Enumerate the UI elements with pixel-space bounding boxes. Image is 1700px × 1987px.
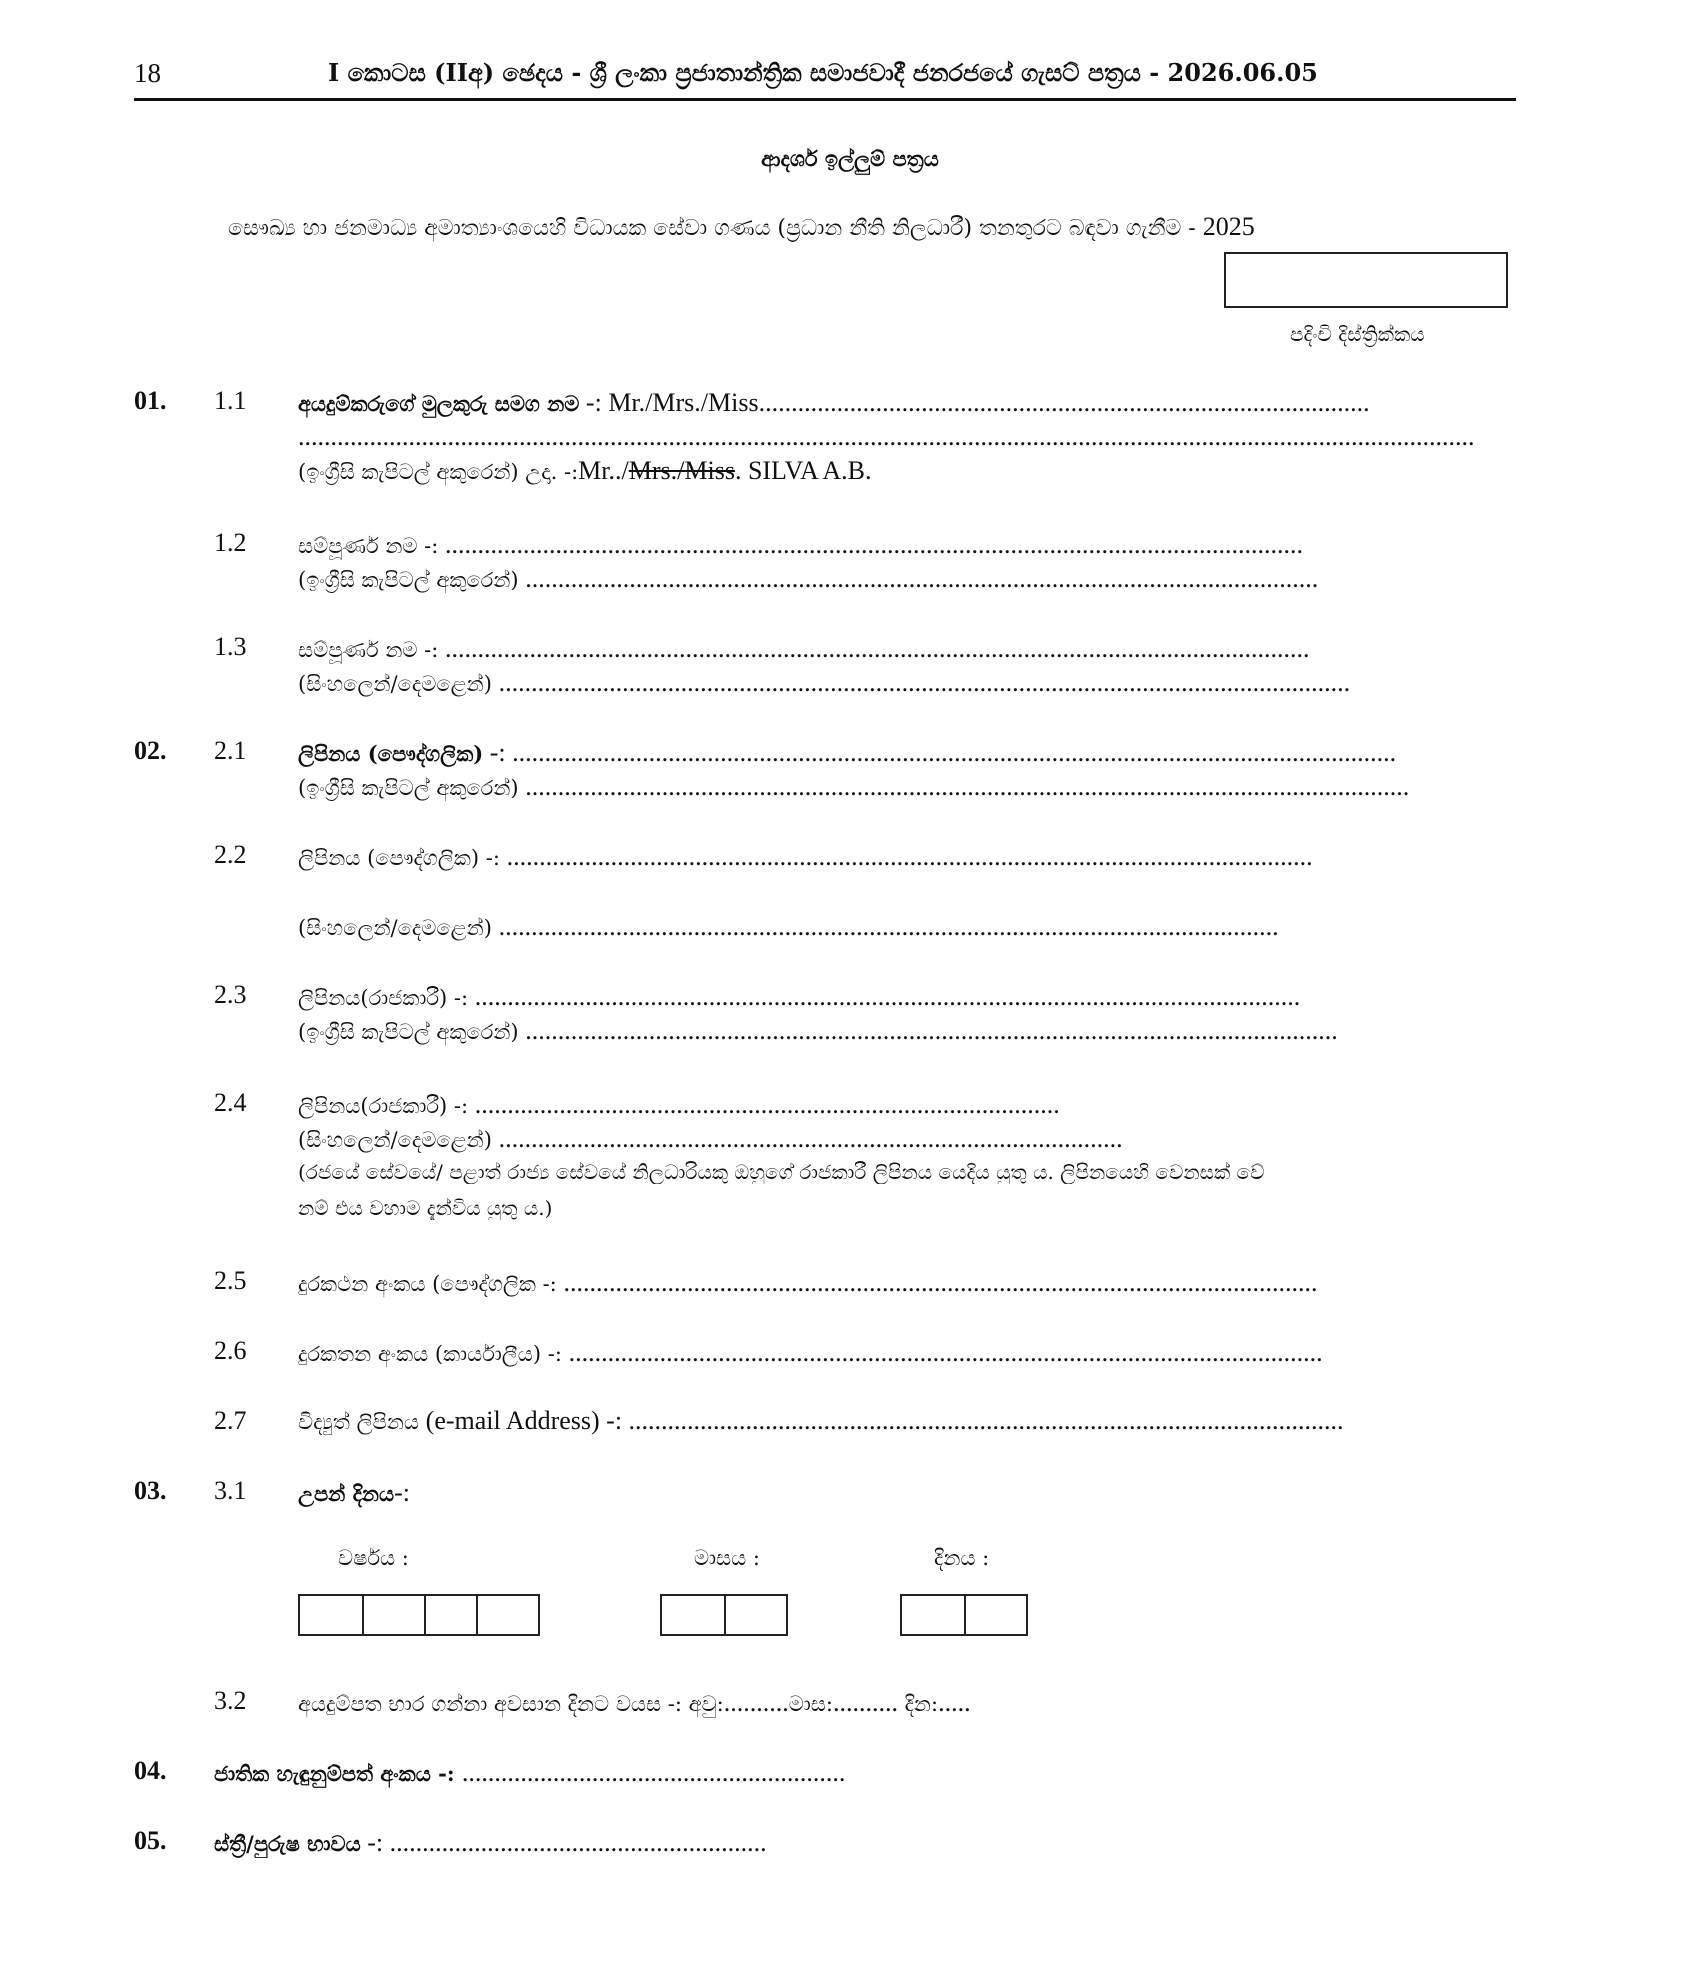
item-2-4-dots2: ................................................................................................ [498,1124,1123,1153]
day-digit-box[interactable] [902,1596,966,1634]
item-2-1-dots: ........................................................................................................................................ [512,738,1397,767]
item-1-1-line[interactable] [298,388,1518,418]
month-digit-box[interactable] [726,1596,786,1634]
form-subtitle [228,212,1255,242]
gender-line[interactable] [214,1828,1434,1858]
item-1-1-sep: -: [579,388,609,417]
item-1-2-number: 1.2 [214,528,247,557]
item-1-3-note: (සිංහලෙන්/දෙමළෙන්) [298,672,499,696]
item-2-6-line[interactable] [298,1338,1518,1368]
section-01-number: 01. [134,386,167,415]
item-2-7-number: 2.7 [214,1406,247,1435]
item-1-1-number: 1.1 [214,386,247,415]
item-1-2-note: (ඉංග්‍රීසි කැපිටල් අකුරෙන්) [298,568,526,592]
year-digit-box[interactable] [426,1596,478,1634]
item-2-7-label-en: (e-mail Address) -: [425,1406,629,1435]
year-digit-box[interactable] [478,1596,538,1634]
age-days-label: දින: [897,1692,939,1716]
birth-day-boxes[interactable] [900,1594,1028,1636]
item-2-4-note: (සිංහලෙන්/දෙමළෙන්) [298,1128,499,1152]
item-2-5-label: දුරකථන අංකය (පෞද්ගලික -: [298,1272,564,1296]
day-digit-box[interactable] [966,1596,1026,1634]
item-1-3-label: සම්පූර්ණ නම -: [298,638,446,662]
item-2-2-number: 2.2 [214,840,247,869]
birth-month-boxes[interactable] [660,1594,788,1636]
item-2-4-remark-1: (රජයේ සේවයේ/ පළාත් රාජ්‍ය සේවයේ නිලධාරියකු ඔහුගේ රාජකාරී ලිපිනය යෙදිය යුතු ය. ලිපිනයෙහි වෙනසක් වේ [298,1160,1265,1184]
item-1-2-label: සම්පූර්ණ නම -: [298,534,446,558]
item-2-3-dots2: ............................................................................................................................. [525,1016,1338,1045]
age-days-dots: ..... [938,1688,971,1717]
item-1-3-line2[interactable] [298,668,1518,698]
item-2-2-label: ලිපිනය (පෞද්ගලික) -: [298,846,507,870]
item-1-1-dots: .............................................................................................. [758,388,1370,417]
birth-year-boxes[interactable] [298,1594,540,1636]
item-2-1-dots2: ........................................................................................................................................ [525,772,1410,801]
item-2-4-line[interactable] [298,1090,1518,1120]
item-3-1-number: 3.1 [214,1476,247,1505]
gender-label: ස්ත්‍රී/පුරුෂ භාවය [214,1831,361,1856]
section-03-number: 03. [134,1476,167,1505]
item-2-6-dots: .................................................................................................................... [568,1338,1323,1367]
section-05-number: 05. [134,1826,167,1855]
item-3-2-number: 3.2 [214,1686,247,1715]
item-2-6-number: 2.6 [214,1336,247,1365]
item-2-4-line2[interactable] [298,1124,1518,1154]
item-1-1-label: අයදුම්කරුගේ මුලකුරු සමග නම [298,391,580,416]
item-2-4-dots: .......................................................................................... [474,1090,1060,1119]
item-3-2-line[interactable] [298,1688,1518,1718]
item-1-2-line2[interactable] [298,564,1518,594]
item-2-1-line2[interactable] [298,772,1518,802]
item-2-1-line[interactable] [298,738,1518,768]
item-2-3-number: 2.3 [214,980,247,1009]
subtitle-year: 2025 [1202,212,1255,241]
item-2-4-label: ලිපිනය(රාජකාරී) -: [298,1094,475,1118]
item-3-1-sep: -: [394,1478,410,1507]
section-02-number: 02. [134,736,167,765]
month-digit-box[interactable] [662,1596,726,1634]
item-1-2-dots2: .......................................................................................................................... [525,564,1319,593]
item-1-3-number: 1.3 [214,632,247,661]
item-2-7-label: විද්‍යුත් ලිපිනය [298,1410,426,1434]
age-months-label: මාස: [788,1692,833,1716]
item-2-3-label: ලිපිනය(රාජකාරී) -: [298,986,475,1010]
item-1-1-note: (ඉංග්‍රීසි කැපිටල් අකුරෙන්) උදා. -: [298,460,579,484]
nic-line[interactable] [214,1758,1434,1788]
gender-sep: -: [360,1828,390,1857]
item-2-2-dots2: ........................................................................................................................ [498,912,1279,941]
item-1-2-dots: .................................................................................................................................... [445,530,1304,559]
item-2-1-sep: -: [483,738,513,767]
example-mr: Mr../ [578,456,629,485]
item-2-1-number: 2.1 [214,736,247,765]
item-2-3-dots: ............................................................................................................................... [474,982,1301,1011]
year-label: වර්ෂය : [338,1546,409,1570]
item-3-1-line [298,1478,1518,1508]
item-1-2-line[interactable] [298,530,1518,560]
form-title: ආදර්ශ ඉල්ලුම් පත්‍රය [761,146,939,171]
item-2-6-label: දුරකතන අංකය (කාර්යාලීය) -: [298,1342,569,1366]
item-2-1-label: ලිපිනය (පෞද්ගලික) [298,741,484,766]
page-number: 18 [134,58,161,88]
registration-label: පදිංචි දිස්ත්‍රික්කය [1290,322,1425,346]
item-1-1-prefix: Mr./Mrs./Miss [608,388,759,417]
item-3-1-label: උපන් දිනය [298,1481,395,1506]
age-years-dots: .......... [723,1688,789,1717]
item-2-3-line[interactable] [298,982,1518,1012]
item-2-3-line2[interactable] [298,1016,1518,1046]
item-1-1-line2[interactable]: ..................................................................................................................................................................................... [298,422,1475,451]
year-digit-box[interactable] [364,1596,426,1634]
age-months-dots: .......... [832,1688,898,1717]
item-1-3-dots: ..................................................................................................................................... [445,634,1310,663]
nic-label: ජාතික හැඳුනුම්පත් අංකය -: [214,1761,462,1786]
item-2-4-remark-2: නම් එය වහාම දැන්විය යුතු ය.) [298,1196,553,1220]
month-label: මාසය : [694,1546,760,1570]
day-label: දිනය : [934,1546,990,1570]
item-2-1-note: (ඉංග්‍රීසි කැපිටල් අකුරෙන්) [298,776,526,800]
example-struck: Mrs./Miss [628,456,735,485]
gender-dots: .......................................................... [389,1828,767,1857]
gazette-header: I කොටස (IIඅ) ඡෙදය - ශ්‍රී ලංකා ප්‍රජාතාන්ත්‍රික සමාජවාදී ජනරජයේ ගැසට් පත්‍රය - 2026.06.05 [328,58,1318,87]
item-1-3-line[interactable] [298,634,1518,664]
item-2-3-note: (ඉංග්‍රීසි කැපිටල් අකුරෙන්) [298,1020,526,1044]
registration-box[interactable] [1224,252,1508,308]
item-2-7-line[interactable] [298,1406,1518,1436]
item-2-5-dots: .................................................................................................................... [563,1268,1318,1297]
section-04-number: 04. [134,1756,167,1785]
item-2-2-line[interactable] [298,842,1518,872]
header-rule [134,98,1516,101]
item-2-5-number: 2.5 [214,1266,247,1295]
item-1-3-dots2: ................................................................................................................................... [498,668,1351,697]
item-3-2-label: අයදුම්පත භාර ගන්නා අවසාන දිනට වයස -: අවු: [298,1692,724,1716]
item-2-2-line2[interactable] [298,912,1518,942]
item-2-2-dots: ............................................................................................................................ [506,842,1313,871]
subtitle-text: සෞඛ්‍ය හා ජනමාධ්‍ය අමාත්‍යාංශයෙහි විධායක සේවා ගණය (ප්‍රධාන නීති නිලධාරී) තනතුරට බඳවා ගැනීම - [228,216,1203,241]
year-digit-box[interactable] [300,1596,364,1634]
item-1-1-example [298,456,1518,486]
item-2-4-number: 2.4 [214,1088,247,1117]
item-2-5-line[interactable] [298,1268,1518,1298]
item-2-2-note: (සිංහලෙන්/දෙමළෙන්) [298,916,499,940]
example-name: . SILVA A.B. [734,456,872,485]
nic-dots: ........................................................... [461,1758,846,1787]
item-2-7-dots: .............................................................................................................. [628,1406,1344,1435]
